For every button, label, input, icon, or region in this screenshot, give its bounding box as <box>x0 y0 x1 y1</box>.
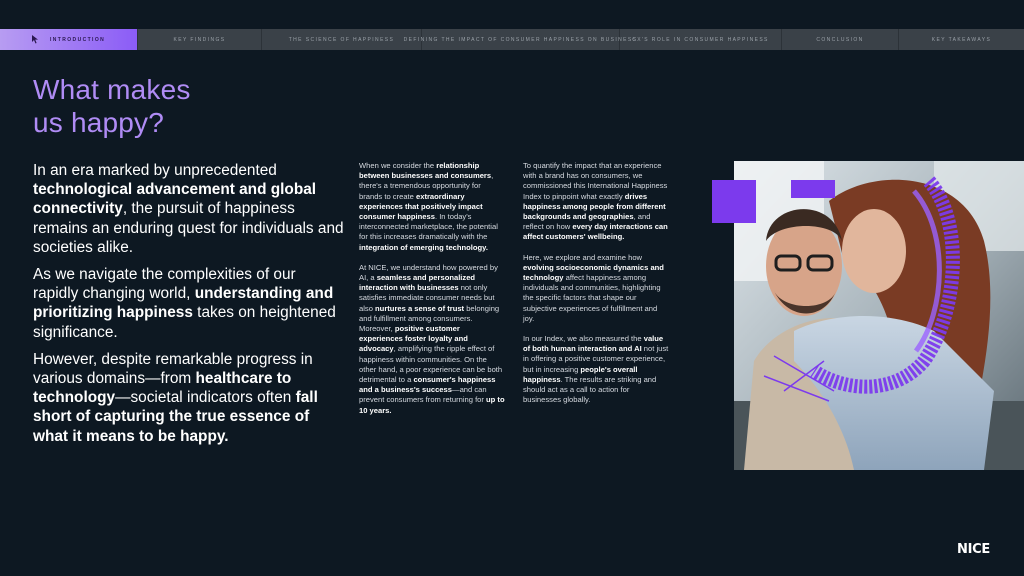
text-bold: every day interactions can affect customers' wellbeing. <box>523 222 668 242</box>
text-bold: nurtures a sense of trust <box>375 303 465 313</box>
text-bold: technological advancement and global connectivity <box>33 181 317 218</box>
text-bold: fall short of capturing the true essence of what it means to be happy. <box>33 389 318 445</box>
nav-label: DEFINING THE IMPACT OF CONSUMER HAPPINESS ON BUSINESS <box>403 36 638 43</box>
page-title <box>33 73 333 139</box>
text-run: , amplifying the ripple effect of happiness within communities. On the other hand, a poor experience can be both detrimental to a <box>359 344 503 385</box>
decorative-square <box>791 180 835 198</box>
column-1-paragraph-2 <box>359 263 505 416</box>
body-column-1 <box>359 161 505 426</box>
nav-label: THE SCIENCE OF HAPPINESS <box>288 36 395 43</box>
nav-tab-impact-on-business[interactable] <box>403 29 638 50</box>
text-bold: drives happiness among people from different backgrounds and geographies <box>523 191 666 222</box>
text-run: takes on heightened significance. <box>33 304 336 341</box>
text-run: , and reflect on how <box>523 212 651 232</box>
text-run: not only satisfies immediate consumer needs but also <box>359 283 495 313</box>
nav-tab-introduction[interactable] <box>0 29 138 50</box>
text-bold: up to 10 years. <box>359 395 505 415</box>
text-run: . The results are striking and should act as a call to action for businesses globally. <box>523 374 657 405</box>
nav-tab-key-findings[interactable] <box>138 29 262 50</box>
text-bold: extraordinary experiences that positively impact consumer happiness <box>359 191 483 222</box>
lead-text <box>33 161 345 454</box>
text-run: In our Index, we also measured the <box>523 334 644 344</box>
text-bold: seamless and personalized interaction with businesses <box>359 273 476 293</box>
nav-label: INTRODUCTION <box>50 36 106 43</box>
hero-photo-couple <box>734 161 1024 470</box>
text-run: , there's a tremendous opportunity for brands to create <box>359 171 494 201</box>
text-bold: value of both human interaction and AI <box>523 334 664 354</box>
body-column-2 <box>523 161 669 415</box>
text-bold: relationship between businesses and consumers <box>359 161 492 181</box>
text-run: At NICE, we understand how powered by AI, a <box>359 262 498 283</box>
lead-paragraph-1 <box>33 161 345 257</box>
text-run: belonging and fulfillment among consumers. Moreover, <box>359 303 500 334</box>
column-2-paragraph-1 <box>523 161 669 243</box>
text-bold: integration of emerging technology. <box>359 242 488 252</box>
column-2-paragraph-2 <box>523 253 669 324</box>
text-run: , the pursuit of happiness remains an enduring quest for individuals and societies alike. <box>33 200 344 256</box>
column-2-paragraph-3 <box>523 334 669 405</box>
title-line-1: What makes <box>33 74 191 105</box>
section-nav <box>0 29 1024 50</box>
nav-label: CONCLUSION <box>816 36 864 43</box>
decorative-square <box>712 180 756 223</box>
text-run: When we consider the <box>359 161 437 170</box>
nav-label: CX'S ROLE IN CONSUMER HAPPINESS <box>632 36 769 43</box>
nice-logo: NICE <box>957 542 990 557</box>
text-run: —societal indicators often <box>115 389 296 407</box>
title-line-2: us happy? <box>33 107 165 138</box>
text-run: As we navigate the complexities of our rapidly changing world, <box>33 266 296 303</box>
text-run: not just in offering a positive customer experience, but in increasing <box>523 344 669 374</box>
text-bold: people's overall happiness <box>523 364 638 384</box>
text-run: Here, we explore and examine how <box>523 252 643 262</box>
text-run: . In today's interconnected marketplace, the potential for this increases dramatically with the <box>359 212 498 242</box>
nav-tab-science-of-happiness[interactable] <box>262 29 422 50</box>
lead-paragraph-2 <box>33 265 345 342</box>
text-run: —and can prevent consumers from returning for <box>359 385 487 405</box>
nav-tab-cx-role[interactable] <box>620 29 782 50</box>
text-run: However, despite remarkable progress in various domains—from <box>33 350 313 388</box>
text-bold: healthcare to technology <box>33 370 292 407</box>
text-bold: consumer's happiness and a business's success <box>359 375 496 395</box>
text-bold: understanding and prioritizing happiness <box>33 285 334 322</box>
cursor-icon <box>31 35 39 44</box>
text-run: affect happiness among individuals and communities, highlighting the specific factors that shape our subjective experiences of fulfillment and joy. <box>523 273 661 323</box>
nav-label: KEY FINDINGS <box>173 36 226 43</box>
photo-illustration <box>734 161 1024 470</box>
text-bold: positive customer experiences foster loyalty and advocacy <box>359 324 468 354</box>
nav-label: KEY TAKEAWAYS <box>931 36 992 43</box>
nav-tab-key-takeaways[interactable] <box>899 29 1024 50</box>
lead-paragraph-3 <box>33 350 345 446</box>
text-run: In an era marked by unprecedented <box>33 162 277 179</box>
text-bold: evolving socioeconomic dynamics and technology <box>523 262 664 283</box>
nav-tab-conclusion[interactable] <box>782 29 899 50</box>
column-1-paragraph-1 <box>359 161 505 253</box>
text-run: To quantify the impact that an experience with a brand has on consumers, we commissioned this International Happiness Index to pinpoint what exactly <box>523 161 668 201</box>
